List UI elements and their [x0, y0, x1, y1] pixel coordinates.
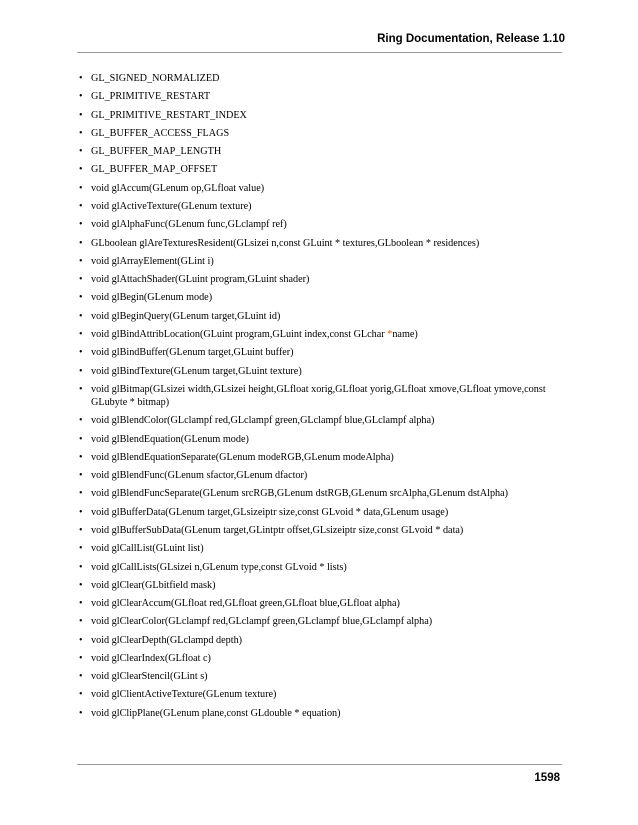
list-item-text: void glBeginQuery(GLenum target,GLuint id) [91, 310, 281, 322]
list-item-text: void glBufferSubData(GLenum target,GLintptr offset,GLsizeiptr size,const GLvoid * data) [91, 524, 464, 536]
bullet: • [79, 164, 83, 176]
bullet: • [79, 707, 83, 719]
list-item [77, 145, 555, 158]
bullet: • [79, 634, 83, 646]
list-item-text: GL_BUFFER_MAP_OFFSET [91, 164, 218, 176]
list-item [77, 524, 555, 537]
bullet: • [79, 383, 83, 395]
bullet: • [79, 524, 83, 536]
list-item [77, 273, 555, 286]
list-item [77, 163, 555, 176]
list-item [77, 469, 555, 482]
list-item [77, 383, 555, 409]
bullet: • [79, 689, 83, 701]
list-item [77, 310, 555, 323]
list-item-text: void glClear(GLbitfield mask) [91, 579, 216, 591]
list-item [77, 255, 555, 268]
list-item [77, 634, 555, 647]
list-item [77, 72, 555, 85]
list-item [77, 200, 555, 213]
list-item-text: void glBindAttribLocation(GLuint program,GLuint index,const GLchar [91, 328, 388, 340]
bullet: • [79, 598, 83, 610]
bullet: • [79, 200, 83, 212]
list-item [77, 561, 555, 574]
list-item-text: GL_PRIMITIVE_RESTART [91, 91, 211, 103]
bullet: • [79, 451, 83, 463]
bullet: • [79, 109, 83, 121]
bullet: • [79, 292, 83, 304]
bullet: • [79, 274, 83, 286]
list-item [77, 615, 555, 628]
list-item-text-tail: name) [392, 328, 418, 340]
list-item [77, 414, 555, 427]
list-item-text: void glBindBuffer(GLenum target,GLuint buffer) [91, 347, 294, 359]
bullet: • [79, 506, 83, 518]
bullet: • [79, 219, 83, 231]
list-item-text: void glClientActiveTexture(GLenum texture) [91, 689, 277, 701]
list-item-text: void glBlendFuncSeparate(GLenum srcRGB,GLenum dstRGB,GLenum srcAlpha,GLenum dstAlpha) [91, 488, 509, 500]
highlighted-asterisk: * [387, 328, 393, 340]
bullet: • [79, 73, 83, 84]
list-item-text: GL_BUFFER_ACCESS_FLAGS [91, 127, 230, 139]
list-item-text: void glClearColor(GLclampf red,GLclampf green,GLclampf blue,GLclampf alpha) [91, 616, 433, 628]
list-item [77, 433, 555, 446]
list-item-text: void glClearStencil(GLint s) [91, 671, 208, 683]
bullet: • [79, 561, 83, 573]
page-header-title: Ring Documentation, Release 1.10 [377, 33, 565, 45]
list-item [77, 597, 555, 610]
list-item [77, 90, 555, 103]
list-item [77, 487, 555, 500]
footer-divider [77, 764, 562, 765]
list-item-text: void glClipPlane(GLenum plane,const GLdouble * equation) [91, 707, 341, 719]
list-item-text: void glBindTexture(GLenum target,GLuint texture) [91, 365, 302, 377]
list-item [77, 328, 555, 341]
list-item [77, 579, 555, 592]
list-item-text: void glBitmap(GLsizei width,GLsizei height,GLfloat xorig,GLfloat yorig,GLfloat xmove,GLfloat ymove,const GLubyte * bitmap) [91, 383, 546, 408]
list-item-text: void glAccum(GLenum op,GLfloat value) [91, 182, 265, 194]
bullet: • [79, 237, 83, 249]
list-item-text: void glAttachShader(GLuint program,GLuint shader) [91, 274, 310, 286]
list-item-text: void glBlendColor(GLclampf red,GLclampf green,GLclampf blue,GLclampf alpha) [91, 415, 435, 427]
list-item-text: void glCallList(GLuint list) [91, 543, 204, 555]
bullet: • [79, 543, 83, 555]
bullet: • [79, 652, 83, 664]
list-item-text: GL_PRIMITIVE_RESTART_INDEX [91, 109, 247, 121]
list-item-text: void glArrayElement(GLint i) [91, 255, 214, 267]
list-item-text: void glBegin(GLenum mode) [91, 292, 213, 304]
bullet: • [79, 146, 83, 158]
function-list [77, 72, 555, 725]
bullet: • [79, 127, 83, 139]
list-item-text: void glClearAccum(GLfloat red,GLfloat green,GLfloat blue,GLfloat alpha) [91, 598, 400, 610]
list-item-text: void glClearDepth(GLclampd depth) [91, 634, 243, 646]
list-item-text: void glBlendFunc(GLenum sfactor,GLenum dfactor) [91, 470, 308, 482]
header-divider [77, 52, 562, 53]
list-item [77, 346, 555, 359]
list-item-text: GL_SIGNED_NORMALIZED [91, 73, 220, 84]
list-item [77, 365, 555, 378]
bullet: • [79, 488, 83, 500]
list-item [77, 451, 555, 464]
list-item [77, 182, 555, 195]
bullet: • [79, 415, 83, 427]
list-item [77, 688, 555, 701]
bullet: • [79, 365, 83, 377]
list-item-text: GL_BUFFER_MAP_LENGTH [91, 146, 222, 158]
bullet: • [79, 616, 83, 628]
bullet: • [79, 347, 83, 359]
list-item [77, 707, 555, 720]
bullet: • [79, 91, 83, 103]
list-item [77, 218, 555, 231]
list-item-text: void glBlendEquationSeparate(GLenum modeRGB,GLenum modeAlpha) [91, 451, 394, 463]
list-item-text: void glCallLists(GLsizei n,GLenum type,const GLvoid * lists) [91, 561, 347, 573]
list-item-text: GLboolean glAreTexturesResident(GLsizei n,const GLuint * textures,GLboolean * residences) [91, 237, 480, 249]
bullet: • [79, 470, 83, 482]
list-item [77, 506, 555, 519]
bullet: • [79, 182, 83, 194]
bullet: • [79, 671, 83, 683]
bullet: • [79, 255, 83, 267]
list-item [77, 291, 555, 304]
bullet: • [79, 579, 83, 591]
list-item [77, 652, 555, 665]
bullet: • [79, 328, 83, 340]
bullet: • [79, 310, 83, 322]
list-item [77, 237, 555, 250]
bullet: • [79, 433, 83, 445]
list-item-text: void glActiveTexture(GLenum texture) [91, 200, 252, 212]
list-item [77, 670, 555, 683]
list-item-text: void glBufferData(GLenum target,GLsizeiptr size,const GLvoid * data,GLenum usage) [91, 506, 449, 518]
list-item [77, 109, 555, 122]
list-item-text: void glAlphaFunc(GLenum func,GLclampf ref) [91, 219, 287, 231]
list-item [77, 127, 555, 140]
list-item-text: void glBlendEquation(GLenum mode) [91, 433, 249, 445]
list-item-text: void glClearIndex(GLfloat c) [91, 652, 211, 664]
page-number: 1598 [534, 772, 560, 784]
list-item [77, 542, 555, 555]
